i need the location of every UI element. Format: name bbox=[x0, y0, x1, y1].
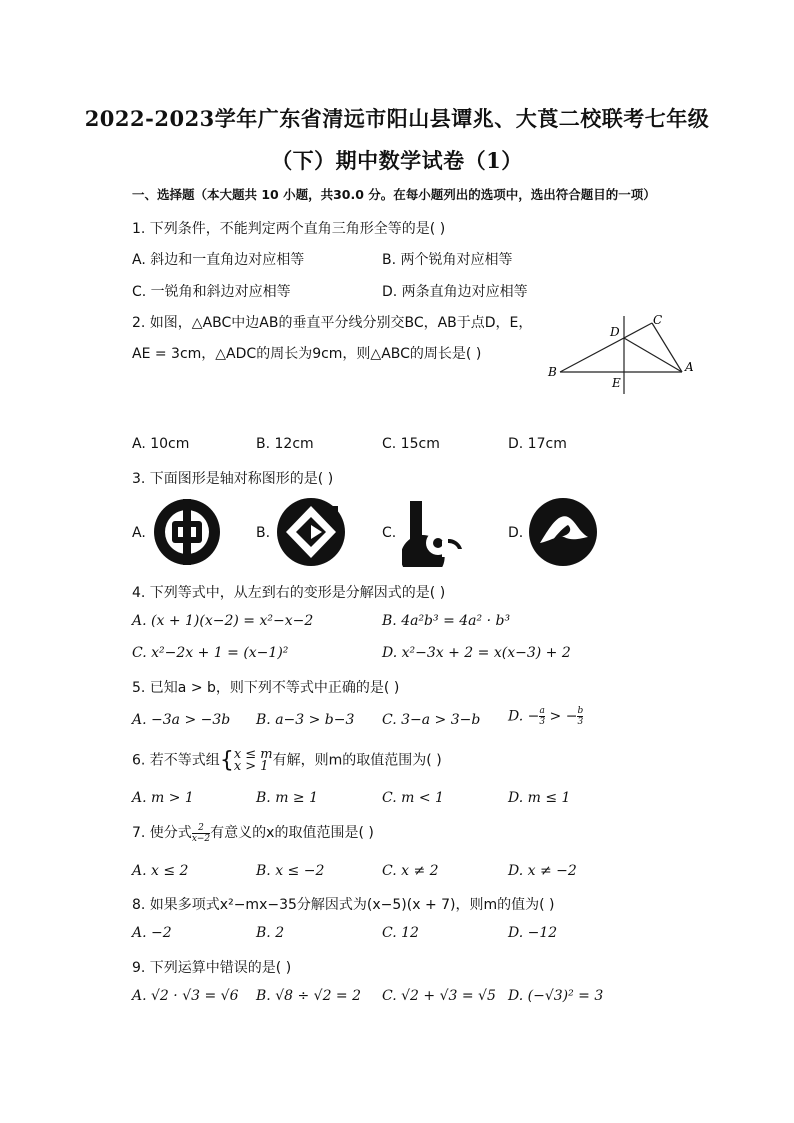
q7-option-d: D. x ≠ −2 bbox=[508, 863, 577, 879]
section-heading-choice: 一、选择题（本大题共 10 小题，共30.0 分。在每小题列出的选项中，选出符合题目的一项） bbox=[132, 187, 656, 202]
question-3-stem: 3. 下面图形是轴对称图形的是( ) bbox=[132, 471, 334, 487]
q6-system-line-2: x > 1 bbox=[233, 758, 269, 774]
q7-option-b: B. x ≤ −2 bbox=[256, 863, 325, 879]
q7-denominator: x−2 bbox=[191, 833, 211, 844]
q6-stem-pre: 6. 若不等式组 bbox=[132, 752, 220, 769]
triangle-figure bbox=[540, 310, 700, 400]
q1-option-a: A. 斜边和一直角边对应相等 bbox=[132, 252, 305, 268]
bank-of-communications-logo-icon bbox=[402, 497, 472, 567]
q5-option-a: A. −3a > −3b bbox=[132, 712, 231, 728]
q6-option-c: C. m < 1 bbox=[382, 790, 444, 806]
vertex-a-label: A bbox=[685, 360, 694, 374]
exam-title-line-2: （下）期中数学试卷（1） bbox=[271, 148, 523, 173]
question-2-stem-line-1: 2. 如图，△ABC中边AB的垂直平分线分别交BC，AB于点D，E， bbox=[132, 315, 533, 331]
construction-bank-logo-icon bbox=[276, 497, 346, 567]
q5-d-num-1: a bbox=[539, 706, 545, 716]
point-e-label: E bbox=[612, 376, 621, 390]
q2-option-a: A. 10cm bbox=[132, 436, 190, 452]
q1-option-c: C. 一锐角和斜边对应相等 bbox=[132, 284, 291, 300]
question-8-stem: 8. 如果多项式x²−mx−35分解因式为(x−5)(x + 7)，则m的值为( ) bbox=[132, 897, 555, 913]
q1-option-d: D. 两条直角边对应相等 bbox=[382, 284, 528, 300]
question-5-stem: 5. 已知a > b，则下列不等式中正确的是( ) bbox=[132, 680, 400, 696]
q3-option-c-label: C. bbox=[382, 525, 397, 541]
q4-option-b: B. 4a²b³ = 4a² · b³ bbox=[382, 613, 511, 629]
q6-brace: { bbox=[219, 748, 234, 773]
bank-of-china-logo-icon bbox=[152, 497, 222, 567]
q8-option-c: C. 12 bbox=[382, 925, 419, 941]
q5-option-b: B. a−3 > b−3 bbox=[256, 712, 355, 728]
q9-option-a: A. √2 · √3 = √6 bbox=[132, 988, 239, 1004]
q6-inequality-system bbox=[233, 746, 273, 774]
q6-stem-post: 有解，则m的取值范围为( ) bbox=[272, 752, 442, 769]
q6-system-line-1: x ≤ m bbox=[233, 746, 273, 762]
icbc-style-logo-icon bbox=[528, 497, 598, 567]
q7-stem-pre: 7. 使分式 bbox=[132, 825, 192, 841]
q3-option-b-label: B. bbox=[256, 525, 271, 541]
question-6-stem bbox=[132, 748, 442, 773]
q7-option-a: A. x ≤ 2 bbox=[132, 863, 189, 879]
q5-option-d bbox=[508, 706, 583, 727]
q9-option-d: D. (−√3)² = 3 bbox=[508, 988, 604, 1004]
q2-option-d: D. 17cm bbox=[508, 436, 567, 452]
q4-option-c: C. x²−2x + 1 = (x−1)² bbox=[132, 645, 289, 661]
q5-option-c: C. 3−a > 3−b bbox=[382, 712, 481, 728]
q8-option-d: D. −12 bbox=[508, 925, 558, 941]
q6-option-a: A. m > 1 bbox=[132, 790, 194, 806]
question-7-stem bbox=[132, 822, 374, 844]
q2-option-b: B. 12cm bbox=[256, 436, 314, 452]
question-1-stem: 1. 下列条件，不能判定两个直角三角形全等的是( ) bbox=[132, 221, 446, 237]
q5-d-mid: > − bbox=[545, 708, 578, 725]
q1-option-b: B. 两个锐角对应相等 bbox=[382, 252, 513, 268]
q5-d-den-2: 3 bbox=[577, 717, 584, 727]
q8-option-a: A. −2 bbox=[132, 925, 172, 941]
q5-d-prefix: D. − bbox=[508, 708, 540, 725]
point-d-label: D bbox=[610, 325, 620, 339]
q5-d-den-1: 3 bbox=[539, 717, 546, 727]
q2-option-c: C. 15cm bbox=[382, 436, 440, 452]
q5-d-fraction-2 bbox=[577, 706, 583, 727]
q3-option-a-label: A. bbox=[132, 525, 146, 541]
question-9-stem: 9. 下列运算中错误的是( ) bbox=[132, 960, 292, 976]
vertex-b-label: B bbox=[548, 365, 557, 379]
q4-option-a: A. (x + 1)(x−2) = x²−x−2 bbox=[132, 613, 314, 629]
q7-option-c: C. x ≠ 2 bbox=[382, 863, 439, 879]
q7-fraction bbox=[192, 823, 210, 844]
q9-option-c: C. √2 + √3 = √5 bbox=[382, 988, 496, 1004]
vertex-c-label: C bbox=[653, 313, 663, 327]
q6-option-d: D. m ≤ 1 bbox=[508, 790, 571, 806]
q4-option-d: D. x²−3x + 2 = x(x−3) + 2 bbox=[382, 645, 571, 661]
q6-option-b: B. m ≥ 1 bbox=[256, 790, 319, 806]
q3-option-d-label: D. bbox=[508, 525, 524, 541]
question-2-stem-line-2: AE = 3cm，△ADC的周长为9cm，则△ABC的周长是( ) bbox=[132, 346, 482, 362]
exam-title-line-1: 2022-2023学年广东省清远市阳山县谭兆、大莨二校联考七年级 bbox=[84, 106, 710, 131]
question-4-stem: 4. 下列等式中，从左到右的变形是分解因式的是( ) bbox=[132, 585, 446, 601]
q7-stem-post: 有意义的x的取值范围是( ) bbox=[210, 825, 374, 841]
q5-d-num-2: b bbox=[577, 706, 584, 716]
q7-numerator: 2 bbox=[198, 822, 204, 833]
q8-option-b: B. 2 bbox=[256, 925, 285, 941]
q9-option-b: B. √8 ÷ √2 = 2 bbox=[256, 988, 362, 1004]
